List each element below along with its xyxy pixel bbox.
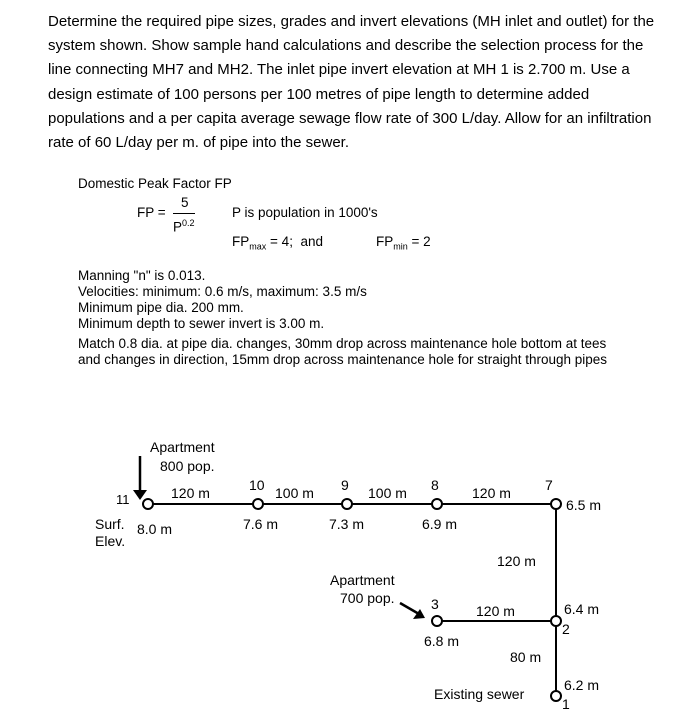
manhole-9-icon [342, 499, 352, 509]
fp-denominator-exponent: 0.2 [182, 218, 195, 228]
note-match-drop-2: and changes in direction, 15mm drop across maintenance hole for straight through pipes [78, 352, 608, 367]
fp-and: and [300, 234, 323, 249]
problem-statement: Determine the required pipe sizes, grades and invert elevations (MH inlet and outlet) for the system shown. Show sample hand calculations and describe the selection process for the line connecting MH7 and MH2. The inlet pipe invert elevation at MH 1 is 2.700 m. Use a design estimate of 100 persons per 100 metres of pipe length to determine added populations and a per capita average sewage flow rate of 300 L/day. Allow for an infiltration rate of 60 L/day per m. of pipe into the sewer. [48, 13, 655, 152]
apartment-700-arrow-shaft [400, 603, 419, 614]
manhole-2-icon [551, 616, 561, 626]
mh-8-elevation: 6.9 m [422, 516, 458, 532]
manhole-8-icon [432, 499, 442, 509]
manhole-3-icon [432, 616, 442, 626]
manhole-1-icon [551, 691, 561, 701]
note-velocities: Velocities: minimum: 0.6 m/s, maximum: 3.5 m/s [78, 284, 367, 299]
pipe-8-7-length: 120 m [472, 485, 511, 501]
fp-max-sub: max [249, 241, 267, 252]
mh-1-number: 1 [562, 696, 570, 712]
note-min-diameter: Minimum pipe dia. 200 mm. [78, 300, 244, 315]
fp-numerator: 5 [181, 195, 189, 210]
mh-1-elevation: 6.2 m [564, 677, 600, 693]
mh-10-elevation: 7.6 m [243, 516, 279, 532]
mh-9-number: 9 [341, 477, 349, 493]
mh-7-number: 7 [545, 477, 553, 493]
fp-min-value: = 2 [411, 234, 431, 249]
pipe-11-10-length: 120 m [171, 485, 210, 501]
manhole-10-icon [253, 499, 263, 509]
manhole-7-icon [551, 499, 561, 509]
pipe-2-1-length: 80 m [510, 649, 542, 665]
mh-3-number: 3 [431, 596, 439, 612]
mh-8-number: 8 [431, 477, 439, 493]
mh-7-elevation: 6.5 m [566, 497, 602, 513]
fp-denominator-base: P [173, 219, 183, 235]
apartment-700-line2: 700 pop. [340, 590, 395, 606]
pipe-3-2-length: 120 m [476, 603, 515, 619]
apartment-800-arrowhead [133, 490, 147, 500]
fp-max-value: = 4; [270, 234, 293, 249]
apartment-700-line1: Apartment [330, 572, 395, 588]
fp-min-sub: min [393, 241, 408, 252]
mh-10-number: 10 [249, 477, 265, 493]
p-definition: P is population in 1000's [232, 205, 378, 220]
surface-label-line1: Surf. [95, 516, 125, 532]
mh-2-elevation: 6.4 m [564, 601, 600, 617]
apartment-800-line1: Apartment [150, 439, 215, 455]
pipe-9-8-length: 100 m [368, 485, 407, 501]
fp-max-label: FP [232, 234, 250, 249]
pipe-10-9-length: 100 m [275, 485, 314, 501]
mh-11-elevation: 8.0 m [137, 521, 173, 537]
mh-11-number: 11 [116, 492, 130, 507]
mh-3-elevation: 6.8 m [424, 633, 460, 649]
existing-sewer-label: Existing sewer [434, 686, 525, 702]
surface-label-line2: Elev. [95, 533, 126, 549]
note-match-drop-1: Match 0.8 dia. at pipe dia. changes, 30mm drop across maintenance hole bottom at tees [78, 336, 607, 351]
note-min-depth: Minimum depth to sewer invert is 3.00 m. [78, 316, 325, 331]
peak-factor-heading: Domestic Peak Factor FP [78, 176, 232, 191]
fp-min-label: FP [376, 234, 394, 249]
pipe-7-2-length: 120 m [497, 553, 536, 569]
manhole-11-icon [143, 499, 153, 509]
mh-9-elevation: 7.3 m [329, 516, 365, 532]
fp-equation-lhs: FP = [137, 205, 166, 220]
note-manning: Manning "n" is 0.013. [78, 268, 206, 283]
apartment-800-line2: 800 pop. [160, 458, 215, 474]
mh-2-number: 2 [562, 621, 570, 637]
